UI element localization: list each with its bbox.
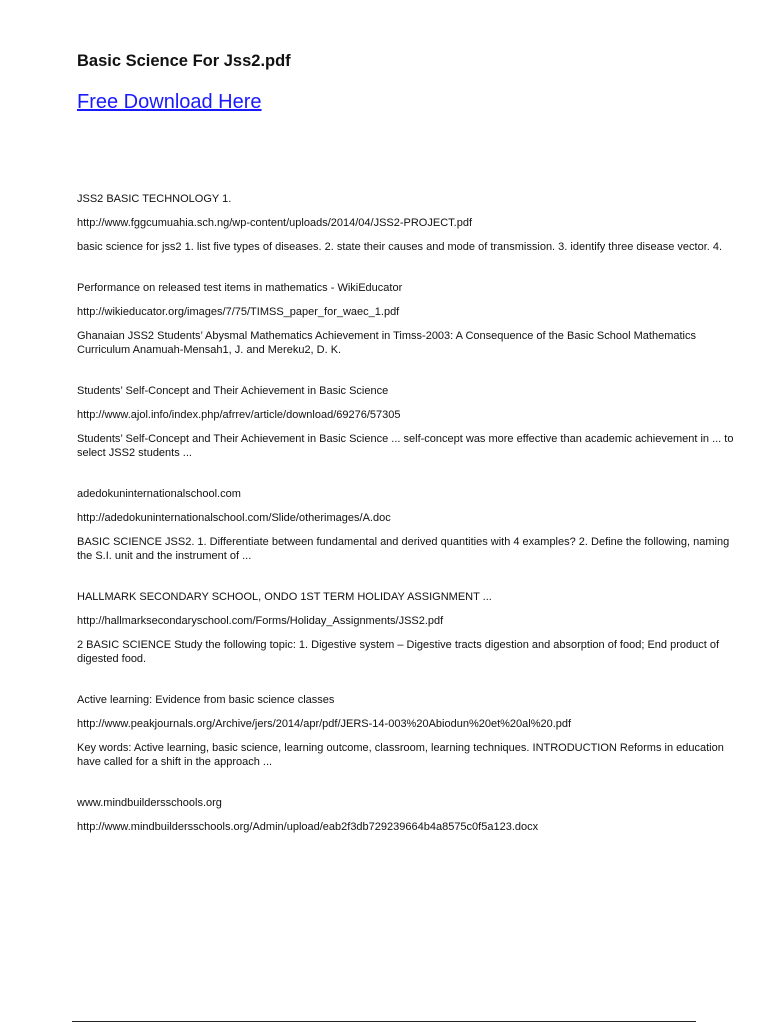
entry-title: Performance on released test items in mathematics - WikiEducator [77,282,403,294]
list-item [77,384,747,460]
entry-list [77,192,747,861]
entry-title: www.mindbuildersschools.org [77,797,222,809]
entry-snippet: Key words: Active learning, basic science, learning outcome, classroom, learning techniques. INTRODUCTION Reforms in education have called for a shift in the approach ... [77,742,724,768]
entry-url-link[interactable]: http://hallmarksecondaryschool.com/Forms/Holiday_Assignments/JSS2.pdf [77,615,444,627]
free-download-link[interactable]: Free Download Here [77,91,262,113]
list-item [77,693,747,769]
list-item [77,796,747,834]
entry-url-link[interactable]: http://adedokuninternationalschool.com/Slide/otherimages/A.doc [77,512,391,524]
entry-snippet: Ghanaian JSS2 Students’ Abysmal Mathematics Achievement in Timss-2003: A Consequence of the Basic School Mathematics Curriculum Anamuah-Mensah1, J. and Mereku2, D. K. [77,330,696,356]
list-item [77,281,747,357]
entry-title: HALLMARK SECONDARY SCHOOL, ONDO 1ST TERM HOLIDAY ASSIGNMENT ... [77,591,492,603]
list-item [77,192,747,254]
entry-snippet: Students’ Self-Concept and Their Achievement in Basic Science ... self-concept was more effective than academic achievement in ... to select JSS2 students ... [77,433,734,459]
entry-snippet: BASIC SCIENCE JSS2. 1. Differentiate between fundamental and derived quantities with 4 examples? 2. Define the following, naming the S.I. unit and the instrument of ... [77,536,730,562]
entry-url-link[interactable]: http://www.ajol.info/index.php/afrrev/article/download/69276/57305 [77,409,401,421]
entry-snippet: basic science for jss2 1. list five types of diseases. 2. state their causes and mode of transmission. 3. identify three disease vector. 4. [77,241,723,253]
entry-url-link[interactable]: http://www.peakjournals.org/Archive/jers/2014/apr/pdf/JERS-14-003%20Abiodun%20et%20al%20.pdf [77,718,572,730]
footer-divider [72,1021,696,1022]
entry-title: JSS2 BASIC TECHNOLOGY 1. [77,193,232,205]
document-title: Basic Science For Jss2.pdf [77,52,291,70]
entry-url-link[interactable]: http://www.fggcumuahia.sch.ng/wp-content/uploads/2014/04/JSS2-PROJECT.pdf [77,217,472,229]
entry-url-link[interactable]: http://www.mindbuildersschools.org/Admin/upload/eab2f3db729239664b4a8575c0f5a123.docx [77,821,539,833]
list-item [77,590,747,666]
list-item [77,487,747,563]
entry-snippet: 2 BASIC SCIENCE Study the following topic: 1. Digestive system – Digestive tracts digestion and absorption of food; End product of digested food. [77,639,719,665]
document-page [77,0,747,1024]
entry-url-link[interactable]: http://wikieducator.org/images/7/75/TIMSS_paper_for_waec_1.pdf [77,306,400,318]
entry-title: Active learning: Evidence from basic science classes [77,694,335,706]
entry-title: Students’ Self-Concept and Their Achievement in Basic Science [77,385,389,397]
entry-title: adedokuninternationalschool.com [77,488,241,500]
